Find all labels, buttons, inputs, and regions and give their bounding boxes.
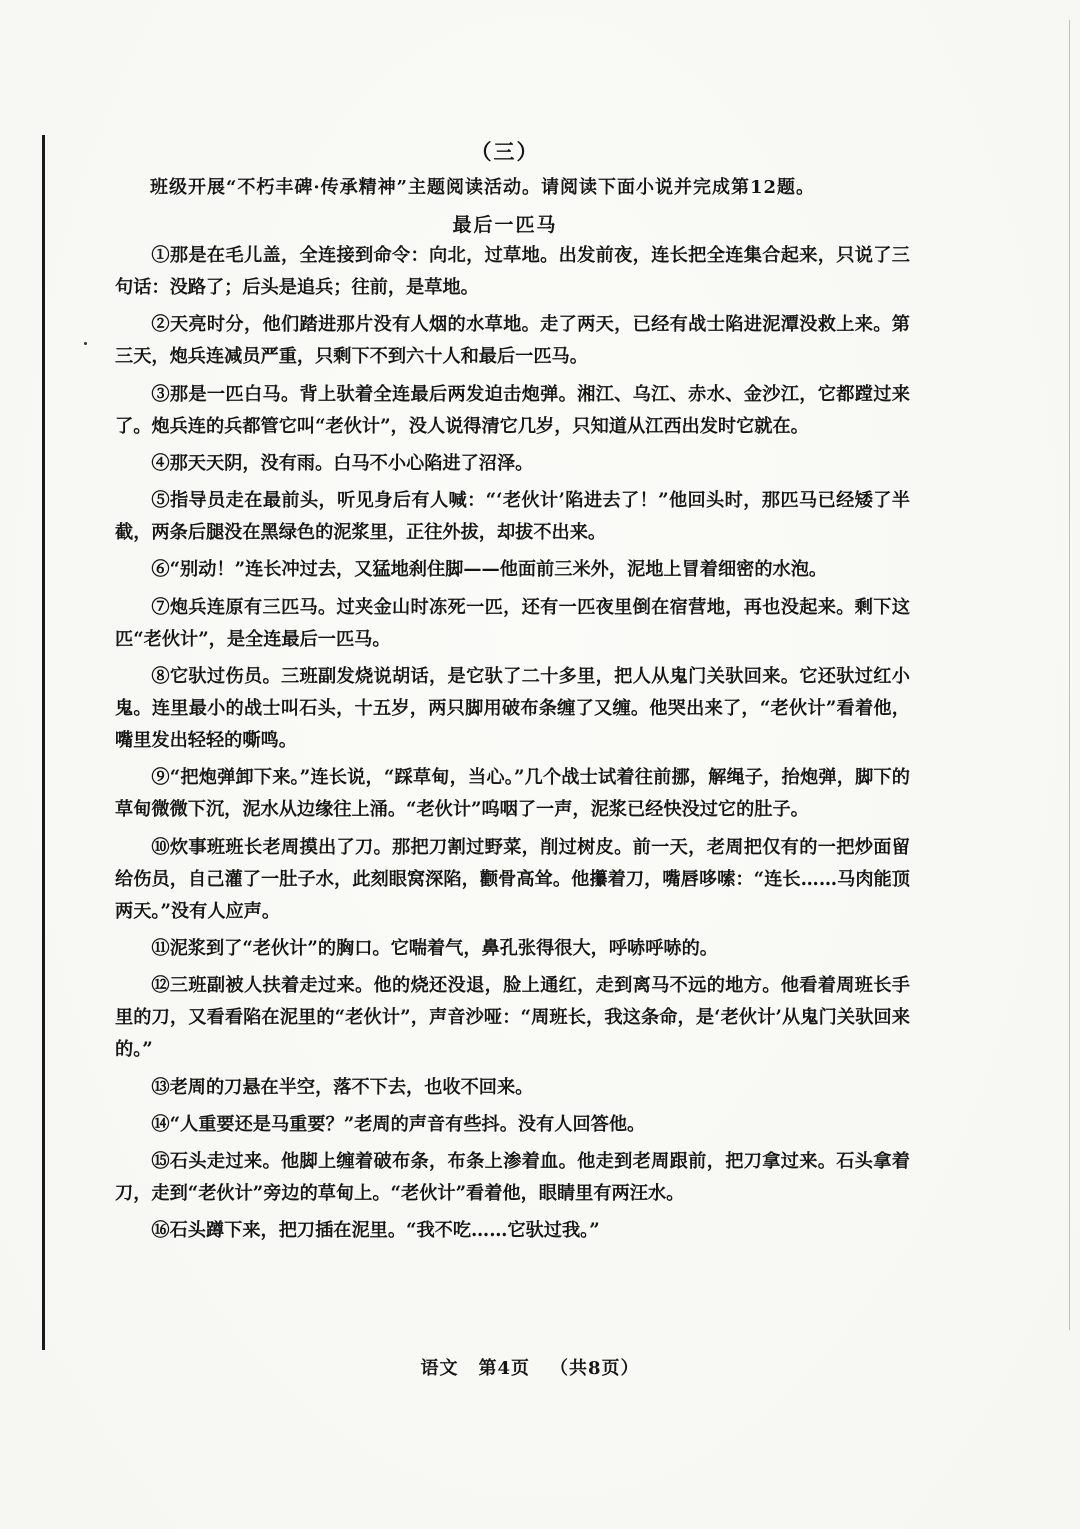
paragraph: ⑪泥浆到了“老伙计”的胸口。它喘着气，鼻孔张得很大，呼哧呼哧的。 (151, 937, 718, 959)
paragraph: ②天亮时分，他们踏进那片没有人烟的水草地。走了两天，已经有战士陷进泥潭没救上来。第三天，炮兵连减员严重，只剩下不到六十人和最后一匹马。 (115, 314, 910, 368)
paragraph: ⑨“把炮弹卸下来。”连长说，“踩草甸，当心。”几个战士试着往前挪，解绳子，抬炮弹，脚下的草甸微微下沉，泥水从边缘往上涌。“老伙计”呜咽了一声，泥浆已经快没过它的肚子。 (115, 767, 910, 821)
ink-speck (84, 342, 87, 345)
paragraph: ⑦炮兵连原有三匹马。过夹金山时冻死一匹，还有一匹夜里倒在宿营地，再也没起来。剩下这匹“老伙计”，是全连最后一匹马。 (115, 596, 910, 650)
binding-margin-line (42, 135, 45, 1350)
story-title: 最后一匹马 (452, 214, 558, 236)
story-body (115, 240, 910, 1253)
paragraph: ⑫三班副被人扶着走过来。他的烧还没退，脸上通红，走到离马不远的地方。他看着周班长手里的刀，又看看陷在泥里的“老伙计”，声音沙哑：“周班长，我这条命，是‘老伙计’从鬼门关驮回来的。” (115, 975, 910, 1061)
paragraph: ⑤指导员走在最前头，听见身后有人喊：“‘老伙计’陷进去了！”他回头时，那匹马已经矮了半截，两条后腿没在黑绿色的泥浆里，正往外拔，却拔不出来。 (115, 490, 910, 544)
paragraph: ⑧它驮过伤员。三班副发烧说胡话，是它驮了二十多里，把人从鬼门关驮回来。它还驮过红小鬼。连里最小的战士叫石头，十五岁，两只脚用破布条缠了又缠。他哭出来了，“老伙计”看着他，嘴里发出轻轻的嘶鸣。 (115, 666, 910, 752)
section-number: （三） (470, 139, 540, 164)
paragraph: ⑥“别动！”连长冲过去，又猛地刹住脚——他面前三米外，泥地上冒着细密的水泡。 (151, 559, 828, 581)
page-footer (0, 1354, 1060, 1380)
paragraph: ④那天天阴，没有雨。白马不小心陷进了沼泽。 (151, 452, 534, 474)
paragraph: ⑩炊事班班长老周摸出了刀。那把刀割过野菜，削过树皮。前一天，老周把仅有的一把炒面留给伤员，自己灌了一肚子水，此刻眼窝深陷，颧骨高耸。他攥着刀，嘴唇哆嗦：“连长……马肉能顶两天。”没有人应声。 (115, 836, 910, 922)
paragraph: ⑮石头走过来。他脚上缠着破布条，布条上渗着血。他走到老周跟前，把刀拿过来。石头拿着刀，走到“老伙计”旁边的草甸上。“老伙计”看着他，眼睛里有两汪水。 (115, 1151, 910, 1205)
paragraph: ⑯石头蹲下来，把刀插在泥里。“我不吃……它驮过我。” (151, 1220, 600, 1242)
footer-total: （共8页） (550, 1358, 640, 1379)
section-intro: 班级开展“不朽丰碑·传承精神”主题阅读活动。请阅读下面小说并完成第12题。 (150, 177, 816, 198)
footer-subject: 语文 (420, 1358, 459, 1379)
paragraph: ⑬老周的刀悬在半空，落不下去，也收不回来。 (151, 1076, 534, 1098)
paragraph: ⑭“人重要还是马重要？”老周的声音有些抖。没有人回答他。 (151, 1113, 646, 1135)
paragraph: ①那是在毛儿盖，全连接到命令：向北，过草地。出发前夜，连长把全连集合起来，只说了三句话：没路了；后头是追兵；往前，是草地。 (115, 245, 910, 298)
page-edge-line (1069, 20, 1070, 1330)
paragraph: ③那是一匹白马。背上驮着全连最后两发迫击炮弹。湘江、乌江、赤水、金沙江，它都蹚过来了。炮兵连的兵都管它叫“老伙计”，没人说得清它几岁，只知道从江西出发时它就在。 (115, 383, 910, 437)
footer-page: 第4页 (478, 1358, 530, 1379)
